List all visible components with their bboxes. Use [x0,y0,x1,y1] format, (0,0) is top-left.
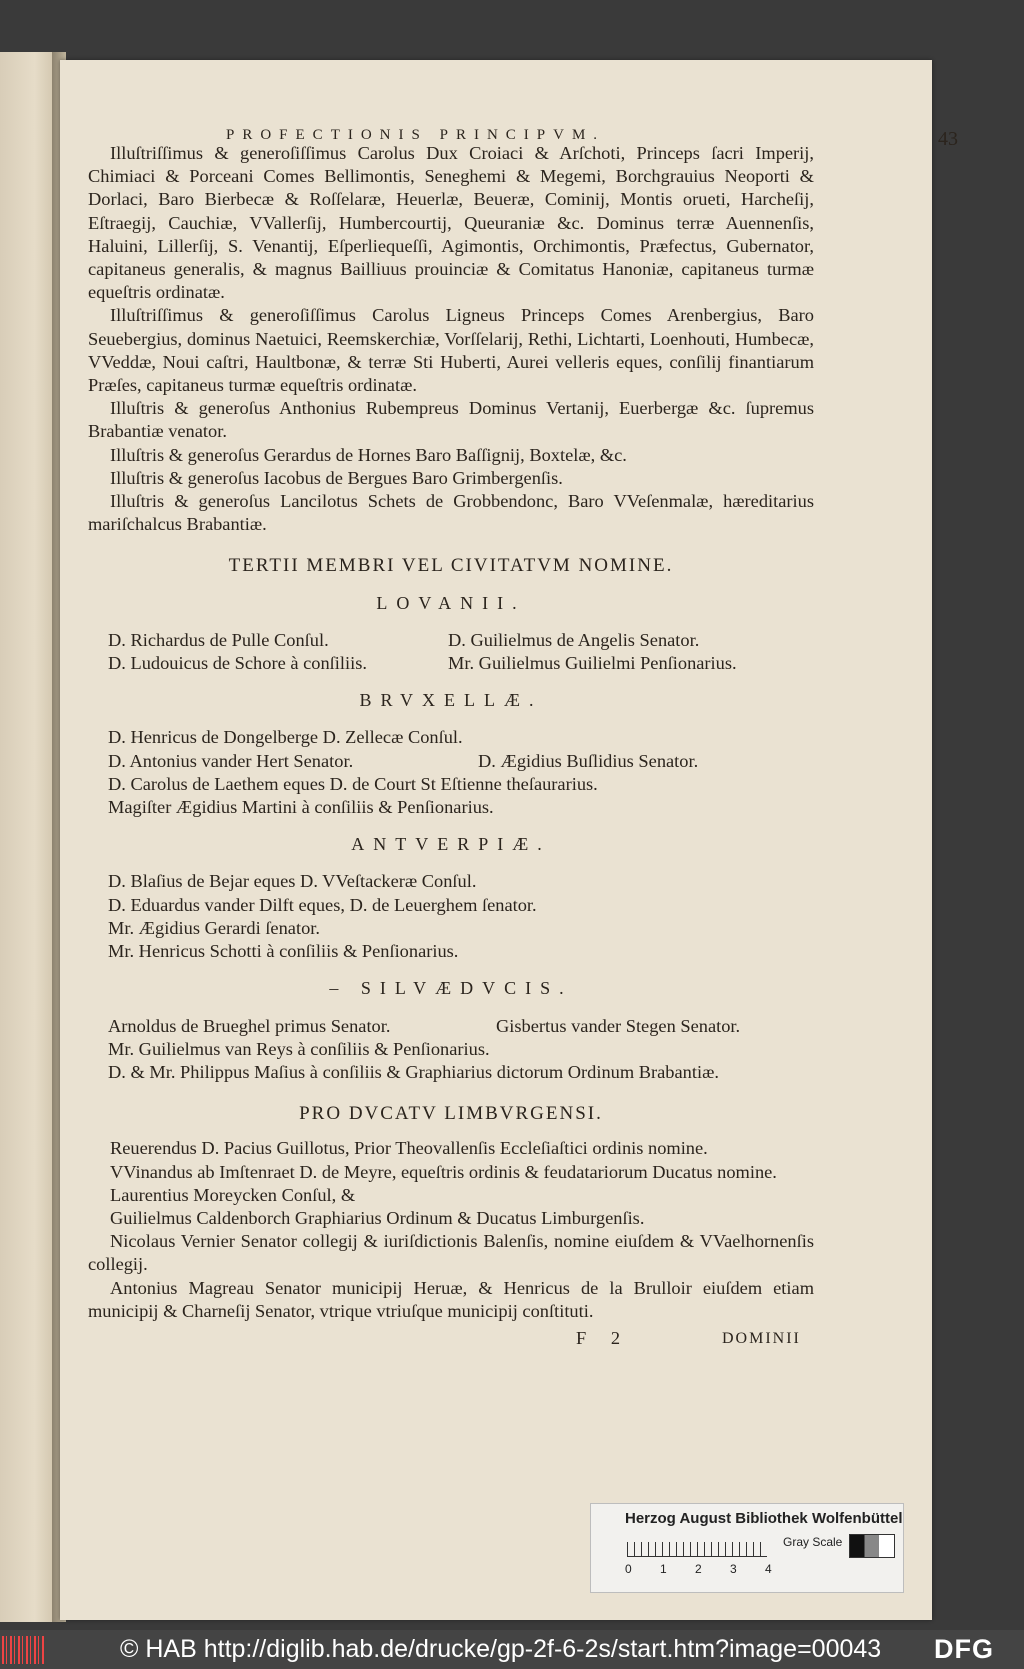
paragraph: Illuſtris & generoſus Anthonius Rubempreus Dominus Vertanij, Euerbergæ &c. ſupremus Brabantiæ venator. [88,398,814,442]
page-text [88,124,958,1351]
catchword: DOMINII [722,1329,801,1347]
city-heading-antverpiae: ANTVERPIÆ. [351,834,551,855]
list-row: D. Ludouicus de Schore à conſiliis. Mr. Guilielmus Guilielmi Penſionarius. [108,653,737,674]
list-item: Magiſter Ægidius Martini à conſiliis & Penſionarius. [108,797,494,818]
gray-scale-swatch [849,1534,895,1558]
list-item: Mr. Henricus Schotti à conſiliis & Penſionarius. [108,941,459,962]
signature-mark: F 2 [576,1327,631,1348]
section-heading-limburg: PRO DVCATV LIMBVRGENSI. [299,1103,603,1125]
list-item: D. Henricus de Dongelberge D. Zellecæ Conſul. [108,727,463,748]
source-credit: © HAB http://diglib.hab.de/drucke/gp-2f-6-2s/start.htm?image=00043 [120,1635,882,1663]
section-heading-tertii: TERTII MEMBRI VEL CIVITATVM NOMINE. [228,555,674,577]
facing-page-edge [0,52,58,1622]
page-footer-line [88,1327,814,1351]
barcode-icon [2,1636,46,1664]
paragraph: Nicolaus Vernier Senator collegij & iuriſdictionis Balenſis, nomine eiuſdem & VVaelhornenſis collegij. [88,1231,814,1275]
list-item: D. & Mr. Philippus Maſius à conſiliis & Graphiarius dictorum Ordinum Brabantiæ. [108,1061,719,1082]
paragraph: Illuſtris & generoſus Iacobus de Bergues Baro Grimbergenſis. [110,467,563,488]
paragraph: Reuerendus D. Pacius Guillotus, Prior Theovallenſis Eccleſiaſtici ordinis nomine. [110,1138,708,1159]
paragraph: Antonius Magreau Senator municipij Heruæ, & Henricus de la Brulloir eiuſdem etiam municipij & Charneſij Senator, vtrique vtriuſque municipij conſtituti. [88,1277,814,1321]
running-head: PROFECTIONIS PRINCIPVM. 43 [226,127,958,150]
paragraph: Illuſtris & generoſus Lancilotus Schets de Grobbendonc, Baro VVeſenmalæ, hæreditarius mariſchalcus Brabantiæ. [88,491,814,535]
viewer-footer [0,1630,1024,1669]
ruler-numbers: 0 1 2 3 4 [625,1562,772,1576]
scale-ruler [627,1534,767,1557]
list-item: D. Blaſius de Bejar eques D. VVeſtackeræ Conſul. [108,871,477,892]
list-item: D. Carolus de Laethem eques D. de Court St Eſtienne theſaurarius. [108,773,598,794]
paragraph: Illuſtris & generoſus Gerardus de Hornes Baro Baſſignij, Boxtelæ, &c. [110,444,627,465]
gray-scale-label: Gray Scale [783,1535,843,1549]
color-scale-card [590,1503,904,1593]
page-number: 43 [938,128,958,150]
paragraph: Illuſtriſſimus & generoſiſſimus Carolus Ligneus Princeps Comes Arenbergius, Baro Seuebergius, dominus Naetuici, Reemskerchiæ, Vorſſelarij, Rethi, Lichtarti, Loenhouti, Humbecæ, VVeddæ, Noui caſtri, Haultbonæ, & terræ Sti Huberti, Aurei velleris eques, conſilij finantiarum Præſes, capitaneus turmæ equeſtris ordinatæ. [88,305,814,396]
list-item: Mr. Ægidius Gerardi ſenator. [108,917,320,938]
paragraph: Laurentius Moreycken Conſul, & [110,1184,356,1205]
list-row: Arnoldus de Brueghel primus Senator. Gisbertus vander Stegen Senator. [108,1015,741,1036]
library-name: Herzog August Bibliothek Wolfenbüttel [625,1510,903,1527]
city-heading-lovanii: LOVANII. [376,592,526,613]
city-heading-bruxellae: BRVXELLÆ. [359,690,543,711]
list-item: D. Eduardus vander Dilft eques, D. de Leuerghem ſenator. [108,894,537,915]
city-heading-silvaeducis: – SILVÆDVCIS. [329,978,573,999]
paragraph: Guilielmus Caldenborch Graphiarius Ordinum & Ducatus Limburgenſis. [110,1207,645,1228]
list-row: D. Richardus de Pulle Conſul. D. Guilielmus de Angelis Senator. [108,629,700,650]
paragraph: VVinandus ab Imſtenraet D. de Meyre, equeſtris ordinis & feudatariorum Ducatus nomine. [110,1161,777,1182]
dfg-logo: DFG [934,1634,994,1664]
paragraph: Illuſtriſſimus & generoſiſſimus Carolus Dux Croiaci & Arſchoti, Princeps ſacri Imperij, Chimiaci & Porceani Comes Bellimontis, Seneghemi & Megemi, Borchgrauius Neoporti & Dorlaci, Baro Bierbecæ & Roſſelaræ, Heuerlæ, Beueræ, Cominij, Montis orueti, Harcheſij, Eſtraegij, Cauchiæ, VVallerſij, Humbercourtij, Queuraniæ &c. Dominus terræ Auennenſis, Haluini, Lillerſij, S. Venantij, Eſperliequeſſi, Agimontis, Orchimontis, Præfectus, Gubernator, capitaneus generalis, & magnus Bailliuus prouinciæ & Comitatus Hanoniæ, capitaneus turmæ equeſtris ordinatæ. [88,143,814,303]
list-item: Mr. Guilielmus van Reys à conſiliis & Penſionarius. [108,1038,490,1059]
list-row: D. Antonius vander Hert Senator. D. Ægidius Buſlidius Senator. [108,750,699,771]
